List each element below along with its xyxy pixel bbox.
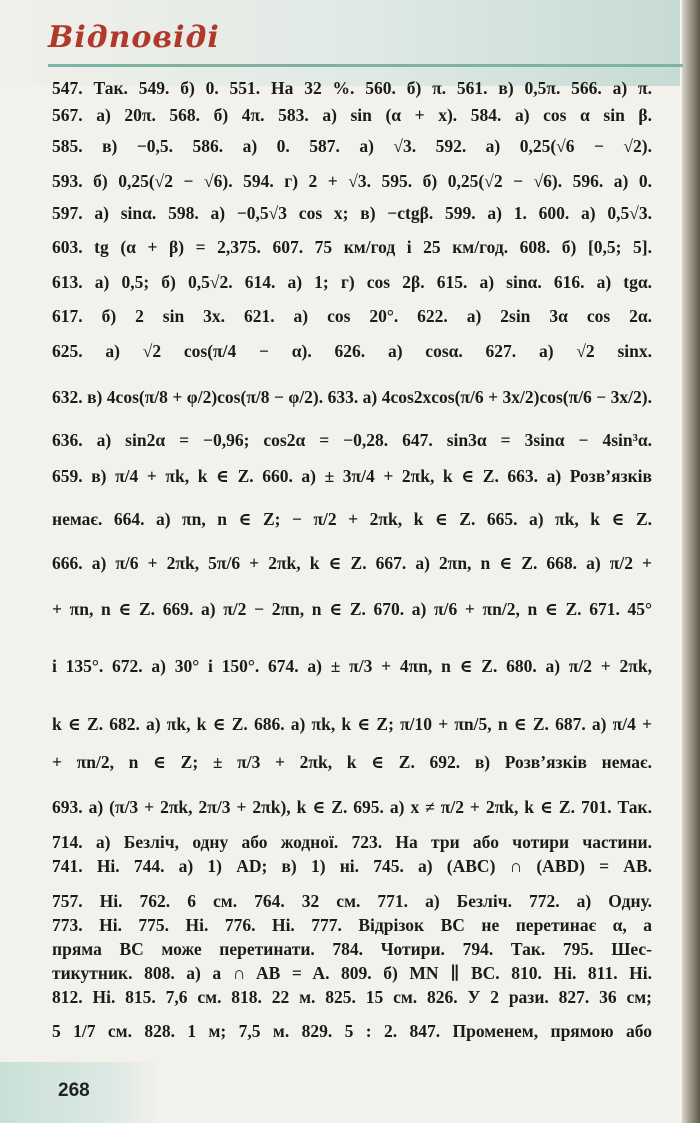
answer-line: 757. Ні. 762. 6 см. 764. 32 см. 771. а) Безліч. 772. а) Одну.	[52, 891, 652, 911]
answer-line: 613. а) 0,5; б) 0,5√2. 614. а) 1; г) cos 2β. 615. а) sinα. 616. а) tgα.	[52, 272, 652, 292]
answer-line: 714. а) Безліч, одну або жодної. 723. На три або чотири частини.	[52, 832, 652, 852]
answer-line: k ∈ Z. 682. а) πk, k ∈ Z. 686. а) πk, k ∈ Z; π/10 + πn/5, n ∈ Z. 687. а) π/4 +	[52, 714, 652, 734]
answers-block	[52, 76, 652, 1043]
book-spine-edge	[682, 0, 700, 1123]
answer-line: 617. б) 2 sin 3x. 621. а) cos 20°. 622. а) 2sin 3α cos 2α.	[52, 306, 652, 326]
answer-line: тикутник. 808. а) a ∩ AB = A. 809. б) MN ∥ BC. 810. Ні. 811. Ні.	[52, 963, 652, 983]
answer-line: 773. Ні. 775. Ні. 776. Ні. 777. Відрізок BC не перетинає α, а	[52, 915, 652, 935]
answer-line: пряма BC може перетинати. 784. Чотири. 794. Так. 795. Шес-	[52, 939, 652, 959]
answer-line: 625. а) √2 cos(π/4 − α). 626. а) cosα. 627. а) √2 sinx.	[52, 341, 652, 361]
answer-line: 567. а) 20π. 568. б) 4π. 583. а) sin (α + x). 584. а) cos α sin β.	[52, 105, 652, 125]
section-title: Відповіді	[48, 20, 220, 55]
answer-line: 585. в) −0,5. 586. а) 0. 587. а) √3. 592. а) 0,25(√6 − √2).	[52, 136, 652, 156]
header-rule	[48, 64, 683, 67]
answer-line: 693. а) (π/3 + 2πk, 2π/3 + 2πk), k ∈ Z. 695. а) x ≠ π/2 + 2πk, k ∈ Z. 701. Так.	[52, 797, 652, 817]
answer-line: 593. б) 0,25(√2 − √6). 594. г) 2 + √3. 595. б) 0,25(√2 − √6). 596. а) 0.	[52, 171, 652, 191]
page-number: 268	[58, 1080, 90, 1101]
answer-line: немає. 664. а) πn, n ∈ Z; − π/2 + 2πk, k ∈ Z. 665. а) πk, k ∈ Z.	[52, 509, 652, 529]
answer-line: 666. а) π/6 + 2πk, 5π/6 + 2πk, k ∈ Z. 667. а) 2πn, n ∈ Z. 668. а) π/2 +	[52, 553, 652, 573]
answer-line: 659. в) π/4 + πk, k ∈ Z. 660. а) ± 3π/4 + 2πk, k ∈ Z. 663. а) Розв’язків	[52, 466, 652, 486]
answer-line: і 135°. 672. а) 30° і 150°. 674. а) ± π/3 + 4πn, n ∈ Z. 680. а) π/2 + 2πk,	[52, 656, 652, 676]
answer-line: 603. tg (α + β) = 2,375. 607. 75 км/год і 25 км/год. 608. б) [0,5; 5].	[52, 237, 652, 257]
answer-line: 597. а) sinα. 598. а) −0,5√3 cos x; в) −ctgβ. 599. а) 1. 600. а) 0,5√3.	[52, 203, 652, 223]
answer-line: + πn, n ∈ Z. 669. а) π/2 − 2πn, n ∈ Z. 670. а) π/6 + πn/2, n ∈ Z. 671. 45°	[52, 599, 652, 619]
answer-line: 632. в) 4cos(π/8 + φ/2)cos(π/8 − φ/2). 633. а) 4cos2xcos(π/6 + 3x/2)cos(π/6 − 3x/2).	[52, 387, 652, 407]
answer-line: 5 1/7 см. 828. 1 м; 7,5 м. 829. 5 : 2. 847. Променем, прямою або	[52, 1021, 652, 1041]
answer-line: + πn/2, n ∈ Z; ± π/3 + 2πk, k ∈ Z. 692. в) Розв’язків немає.	[52, 752, 652, 772]
answer-line: 636. а) sin2α = −0,96; cos2α = −0,28. 647. sin3α = 3sinα − 4sin³α.	[52, 430, 652, 450]
answer-line: 547. Так. 549. б) 0. 551. На 32 %. 560. б) π. 561. в) 0,5π. 566. а) π.	[52, 78, 652, 98]
answer-line: 741. Ні. 744. а) 1) AD; в) 1) ні. 745. а) (ABC) ∩ (ABD) = AB.	[52, 856, 652, 876]
answer-line: 812. Ні. 815. 7,6 см. 818. 22 м. 825. 15 см. 826. У 2 рази. 827. 36 см;	[52, 987, 652, 1007]
